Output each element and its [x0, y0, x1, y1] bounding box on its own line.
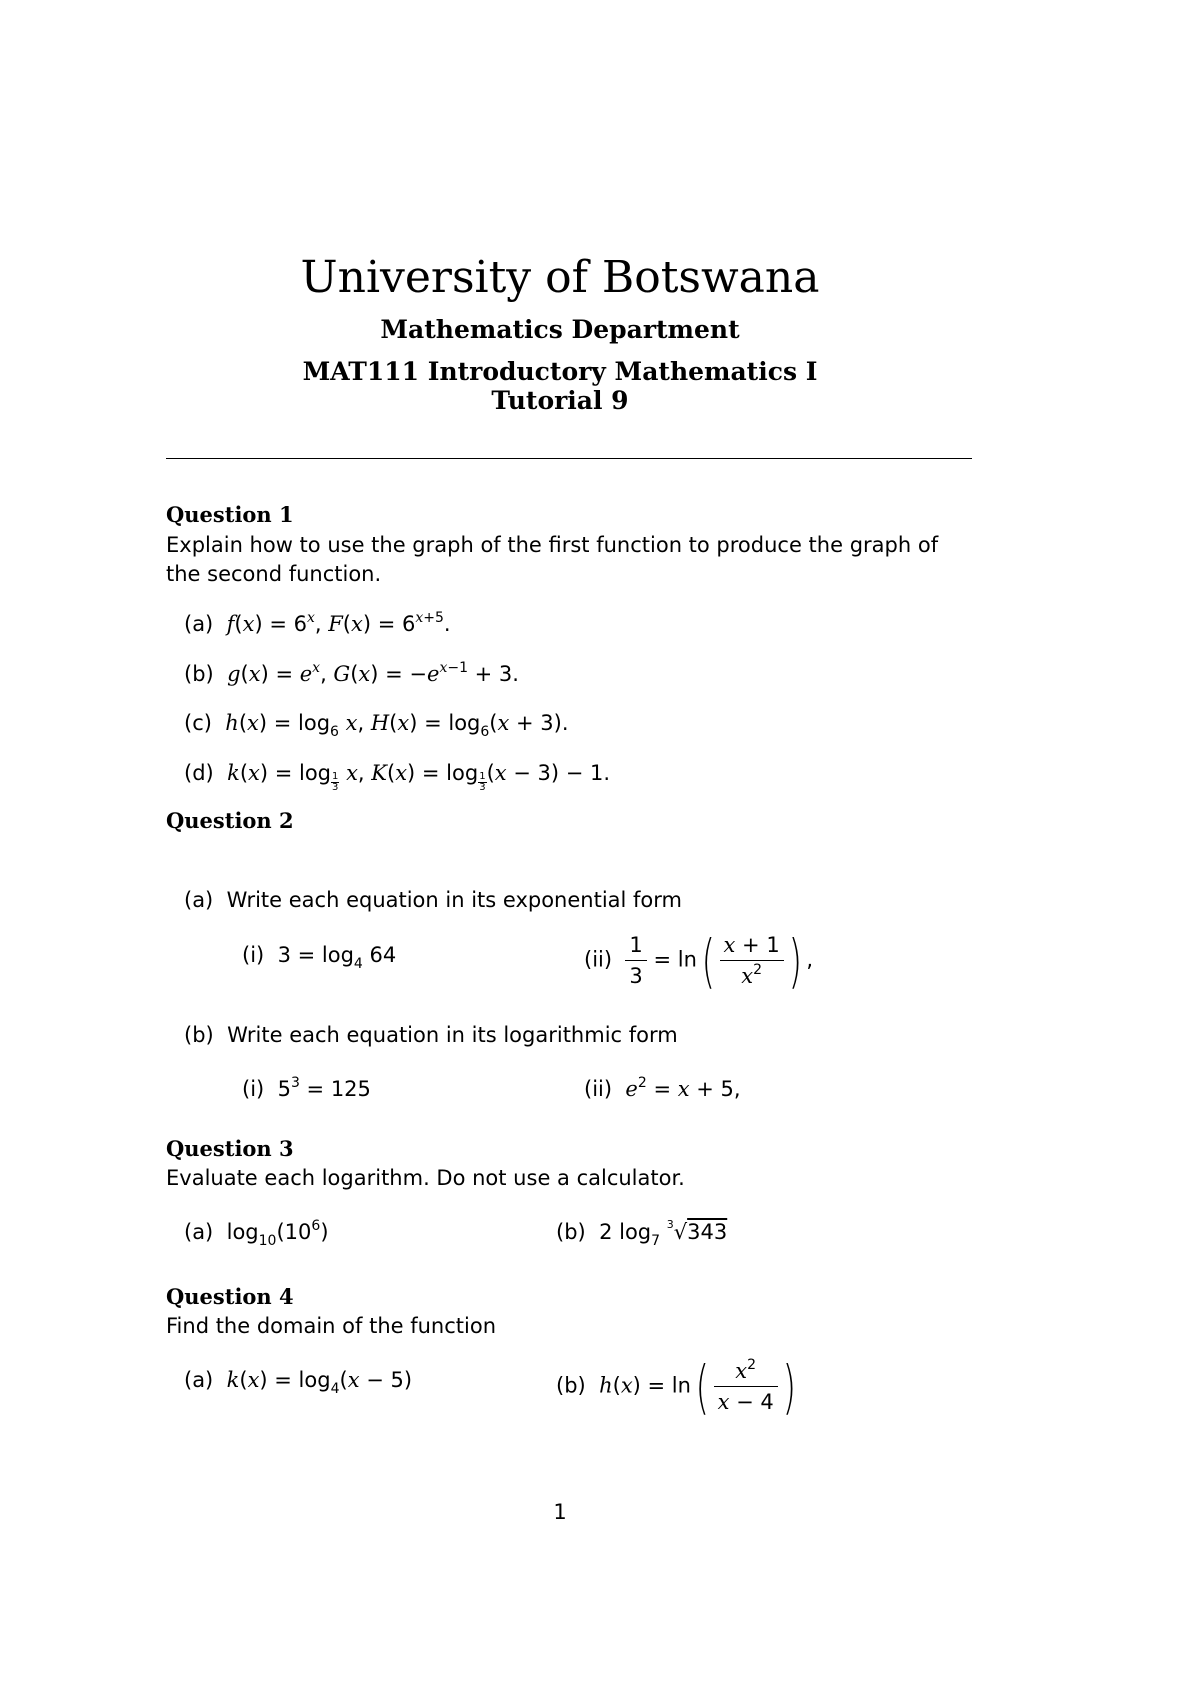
q4-item-a: (a) $k(x) = \log_4(x - 5)$: [184, 1368, 413, 1397]
q4-item-b: (b) h(x) = ln( $\frac{x^2}{x - 4}$ ): [556, 1352, 796, 1421]
q4-b-label: (b): [556, 1373, 586, 1398]
q3-a-label: (a): [184, 1220, 214, 1244]
question-3-heading: Question 3: [166, 1136, 294, 1161]
q3-item-b: (b) 2 $\log_7 ^3√343$: [556, 1218, 728, 1249]
q2b-part-i: (i) $5^3 = 125$: [242, 1075, 371, 1101]
q2a-label: (a): [184, 888, 214, 912]
q1-label-c: (c): [184, 711, 212, 735]
q4-a-label: (a): [184, 1368, 214, 1392]
q3-b-label: (b): [556, 1220, 586, 1244]
question-2-heading: Question 2: [166, 808, 294, 833]
q1-item-a: (a) $f(x) = 6^x$, $F(x) = 6^{x+5}$.: [184, 610, 451, 636]
q2a-part-ii: (ii) $\frac{1}{3}$ = ln( $\frac{x + 1}{x^2}$ ) ,: [584, 926, 814, 995]
q2b-label: (b): [184, 1023, 214, 1047]
q1-label-b: (b): [184, 662, 214, 686]
q1-label-a: (a): [184, 612, 214, 636]
question-4-instruction: Find the domain of the function: [166, 1314, 497, 1338]
q2a-part-i: (i) $3 = \log_4 64$: [242, 943, 397, 972]
question-4-heading: Question 4: [166, 1284, 294, 1309]
university-title: University of Botswana: [300, 252, 820, 303]
q1-item-c: (c) $h(x) = \log_6 x$, $H(x) = \log_6(x + 3)$.: [184, 711, 569, 740]
department-title: Mathematics Department: [380, 315, 740, 344]
course-title: MAT111 Introductory Mathematics I: [302, 357, 818, 386]
question-3-instruction: Evaluate each logarithm. Do not use a calculator.: [166, 1166, 685, 1190]
q2b-instruction: [184, 1023, 678, 1047]
q2b-text: Write each equation in its logarithmic form: [227, 1023, 678, 1047]
q2b-ii-label: (ii): [584, 1077, 613, 1101]
header-divider: [166, 458, 972, 459]
q2b-i-label: (i): [242, 1077, 265, 1101]
tutorial-title: Tutorial 9: [491, 386, 629, 415]
q1-label-d: (d): [184, 761, 214, 785]
question-1-instruction-line2: the second function.: [166, 562, 382, 586]
q3-item-a: (a) $\log_{10}(10^6)$: [184, 1218, 329, 1249]
q2b-part-ii: (ii) $e^2 = x + 5$,: [584, 1075, 741, 1101]
q2a-ii-label: (ii): [584, 947, 613, 972]
question-1-heading: Question 1: [166, 502, 294, 527]
q1-item-b: (b) $g(x) = e^x$, $G(x) = -e^{x-1} + 3$.: [184, 660, 519, 686]
page-number: 1: [553, 1500, 567, 1524]
q2a-instruction: [184, 888, 682, 912]
q2a-i-label: (i): [242, 943, 265, 967]
q2a-text: Write each equation in its exponential form: [226, 888, 683, 912]
question-1-instruction-line1: Explain how to use the graph of the first function to produce the graph of: [166, 533, 939, 557]
q1-item-d: (d) k(x) = log $\frac{1}{3}$ x, K(x) = log $\frac{1}{3}$ (x − 3) − 1.: [184, 761, 611, 793]
